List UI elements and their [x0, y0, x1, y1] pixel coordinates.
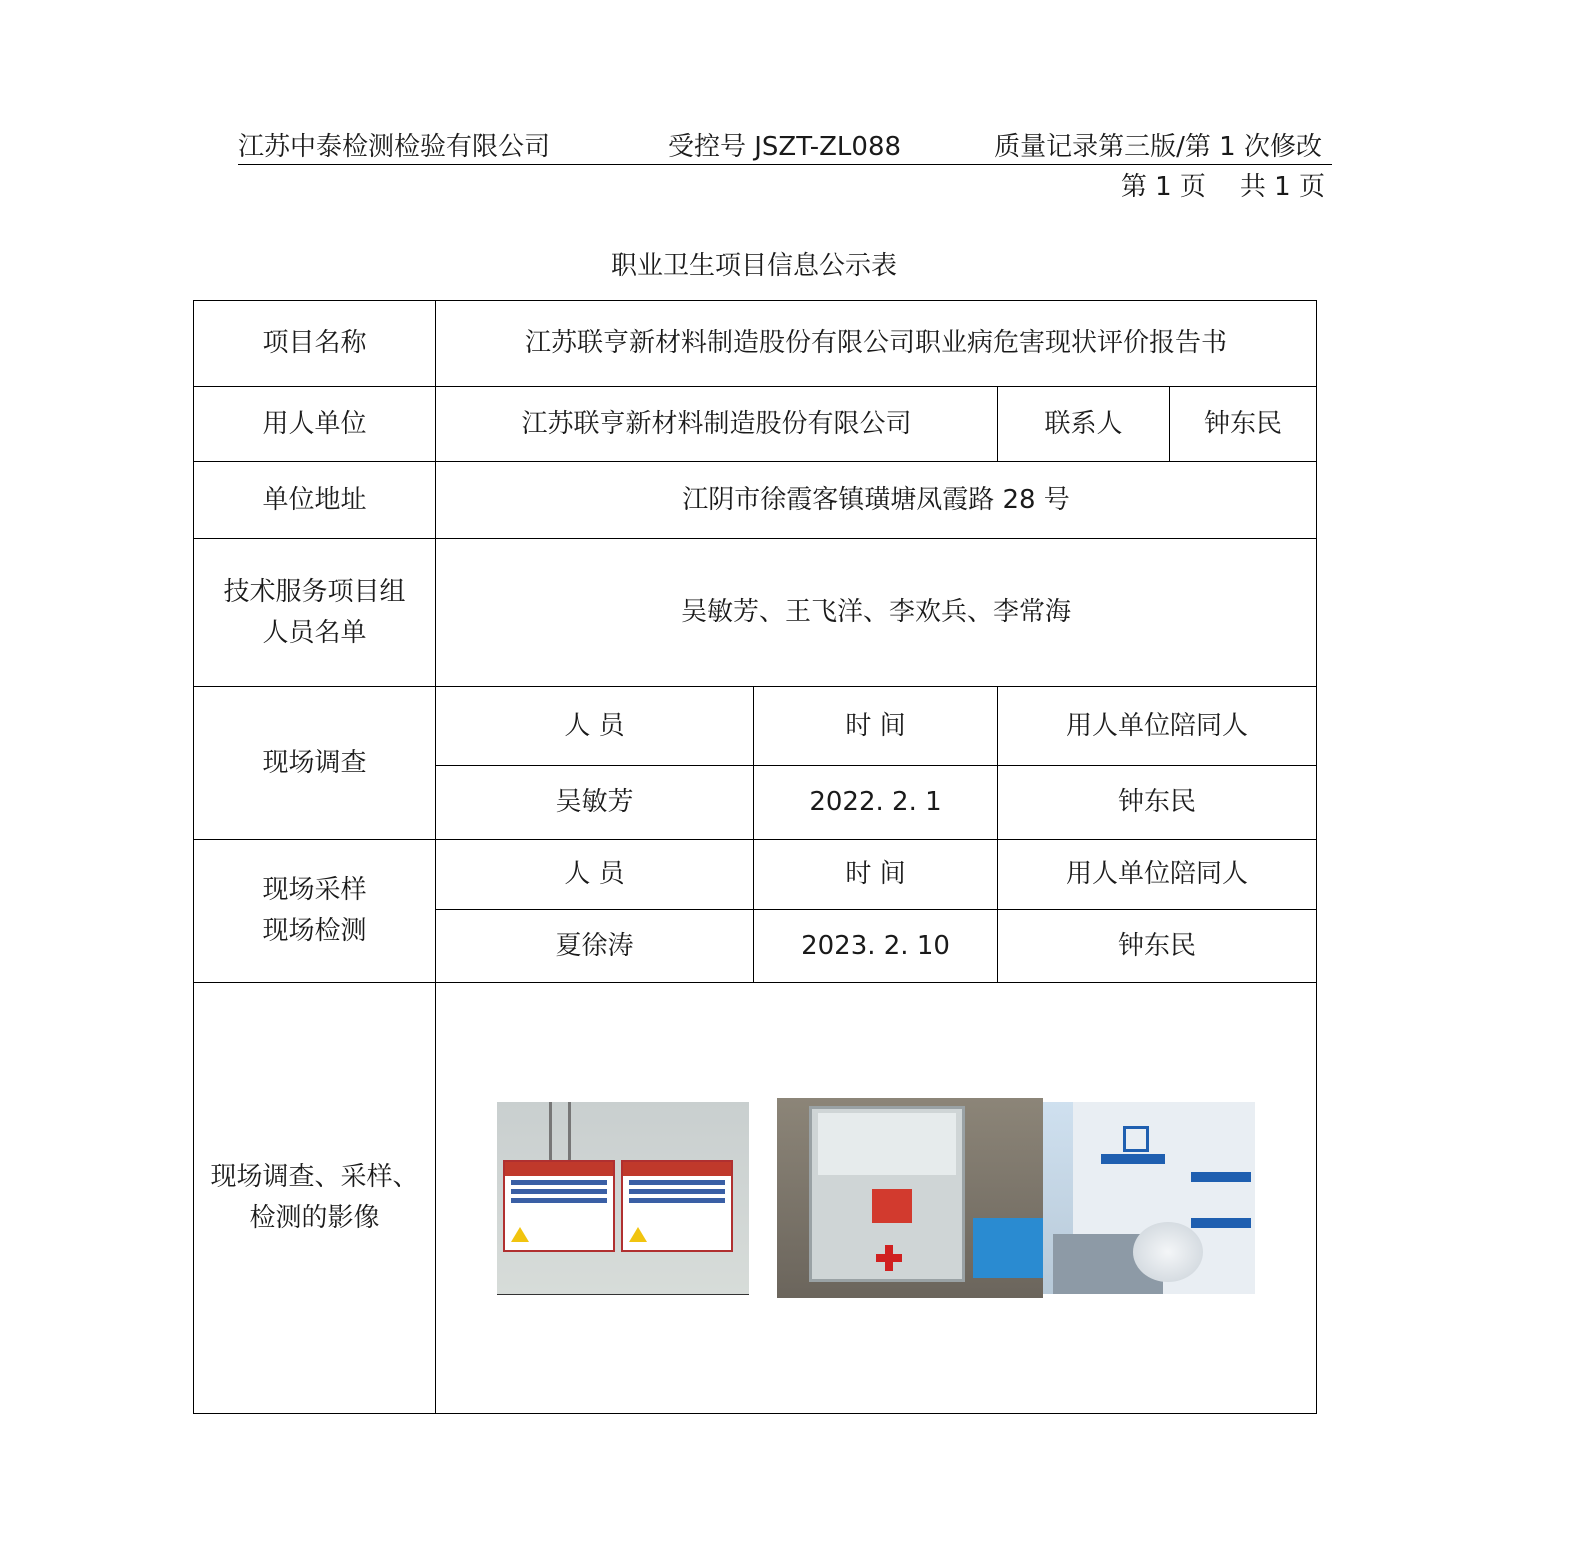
warning-board-right [621, 1160, 733, 1252]
row-images [194, 983, 1317, 1414]
row-survey-header [194, 687, 1317, 766]
project-name-value: 江苏联亨新材料制造股份有限公司职业病危害现状评价报告书 [436, 301, 1317, 387]
survey-col-time: 时 间 [754, 687, 998, 766]
project-name-label: 项目名称 [194, 301, 436, 387]
page-info [1117, 166, 1325, 203]
sampling-person: 夏徐涛 [436, 910, 754, 983]
team-value: 吴敏芳、王飞洋、李欢兵、李常海 [436, 539, 1317, 687]
row-project-name [194, 301, 1317, 387]
first-aid-box [809, 1106, 965, 1282]
row-team [194, 539, 1317, 687]
team-label-line2: 人员名单 [262, 617, 367, 648]
sampling-label [194, 840, 436, 983]
team-label-line1: 技术服务项目组 [223, 576, 406, 607]
photo-strip [436, 1098, 1316, 1298]
employer-label: 用人单位 [194, 387, 436, 462]
row-employer [194, 387, 1317, 462]
page-total: 共 1 页 [1239, 172, 1325, 202]
page-current: 第 1 页 [1120, 172, 1206, 202]
images-label [194, 983, 436, 1414]
sampling-col-time: 时 间 [754, 840, 998, 910]
team-label [194, 539, 436, 687]
photo-first-aid-kit [777, 1098, 1043, 1298]
survey-companion: 钟东民 [998, 766, 1317, 840]
contact-label: 联系人 [998, 387, 1170, 462]
sampling-companion: 钟东民 [998, 910, 1317, 983]
survey-col-person: 人 员 [436, 687, 754, 766]
survey-col-companion: 用人单位陪同人 [998, 687, 1317, 766]
sampling-time: 2023. 2. 10 [754, 910, 998, 983]
survey-time: 2022. 2. 1 [754, 766, 998, 840]
header-control-number: 受控号 JSZT-ZL088 [668, 132, 902, 162]
sampling-col-person: 人 员 [436, 840, 754, 910]
row-address [194, 462, 1317, 539]
row-sampling-header [194, 840, 1317, 910]
document-title: 职业卫生项目信息公示表 [610, 251, 897, 281]
header-company: 江苏中泰检测检验有限公司 [238, 132, 551, 162]
sampling-col-companion: 用人单位陪同人 [998, 840, 1317, 910]
blue-tray [973, 1218, 1043, 1278]
sampling-label-line2: 现场检测 [262, 916, 367, 946]
red-cross-icon [876, 1245, 902, 1271]
header-version: 质量记录第三版/第 1 次修改 [994, 132, 1322, 162]
images-cell [436, 983, 1317, 1414]
photo-building-mist [1043, 1102, 1255, 1294]
images-label-line2: 检测的影像 [249, 1203, 380, 1233]
document-header [238, 122, 1332, 165]
mist-shape [1133, 1222, 1203, 1282]
info-table [193, 300, 1317, 1414]
sampling-label-line1: 现场采样 [262, 875, 367, 905]
survey-person: 吴敏芳 [436, 766, 754, 840]
images-label-line1: 现场调查、采样、 [210, 1162, 419, 1192]
logo-icon [1123, 1126, 1149, 1152]
warning-board-left [503, 1160, 615, 1252]
contact-value: 钟东民 [1170, 387, 1317, 462]
photo-warning-boards [497, 1102, 749, 1295]
address-value: 江阴市徐霞客镇璜塘凤霞路 28 号 [436, 462, 1317, 539]
pipe-shape [549, 1102, 571, 1169]
survey-label: 现场调查 [194, 687, 436, 840]
address-label: 单位地址 [194, 462, 436, 539]
employer-value: 江苏联亨新材料制造股份有限公司 [436, 387, 998, 462]
